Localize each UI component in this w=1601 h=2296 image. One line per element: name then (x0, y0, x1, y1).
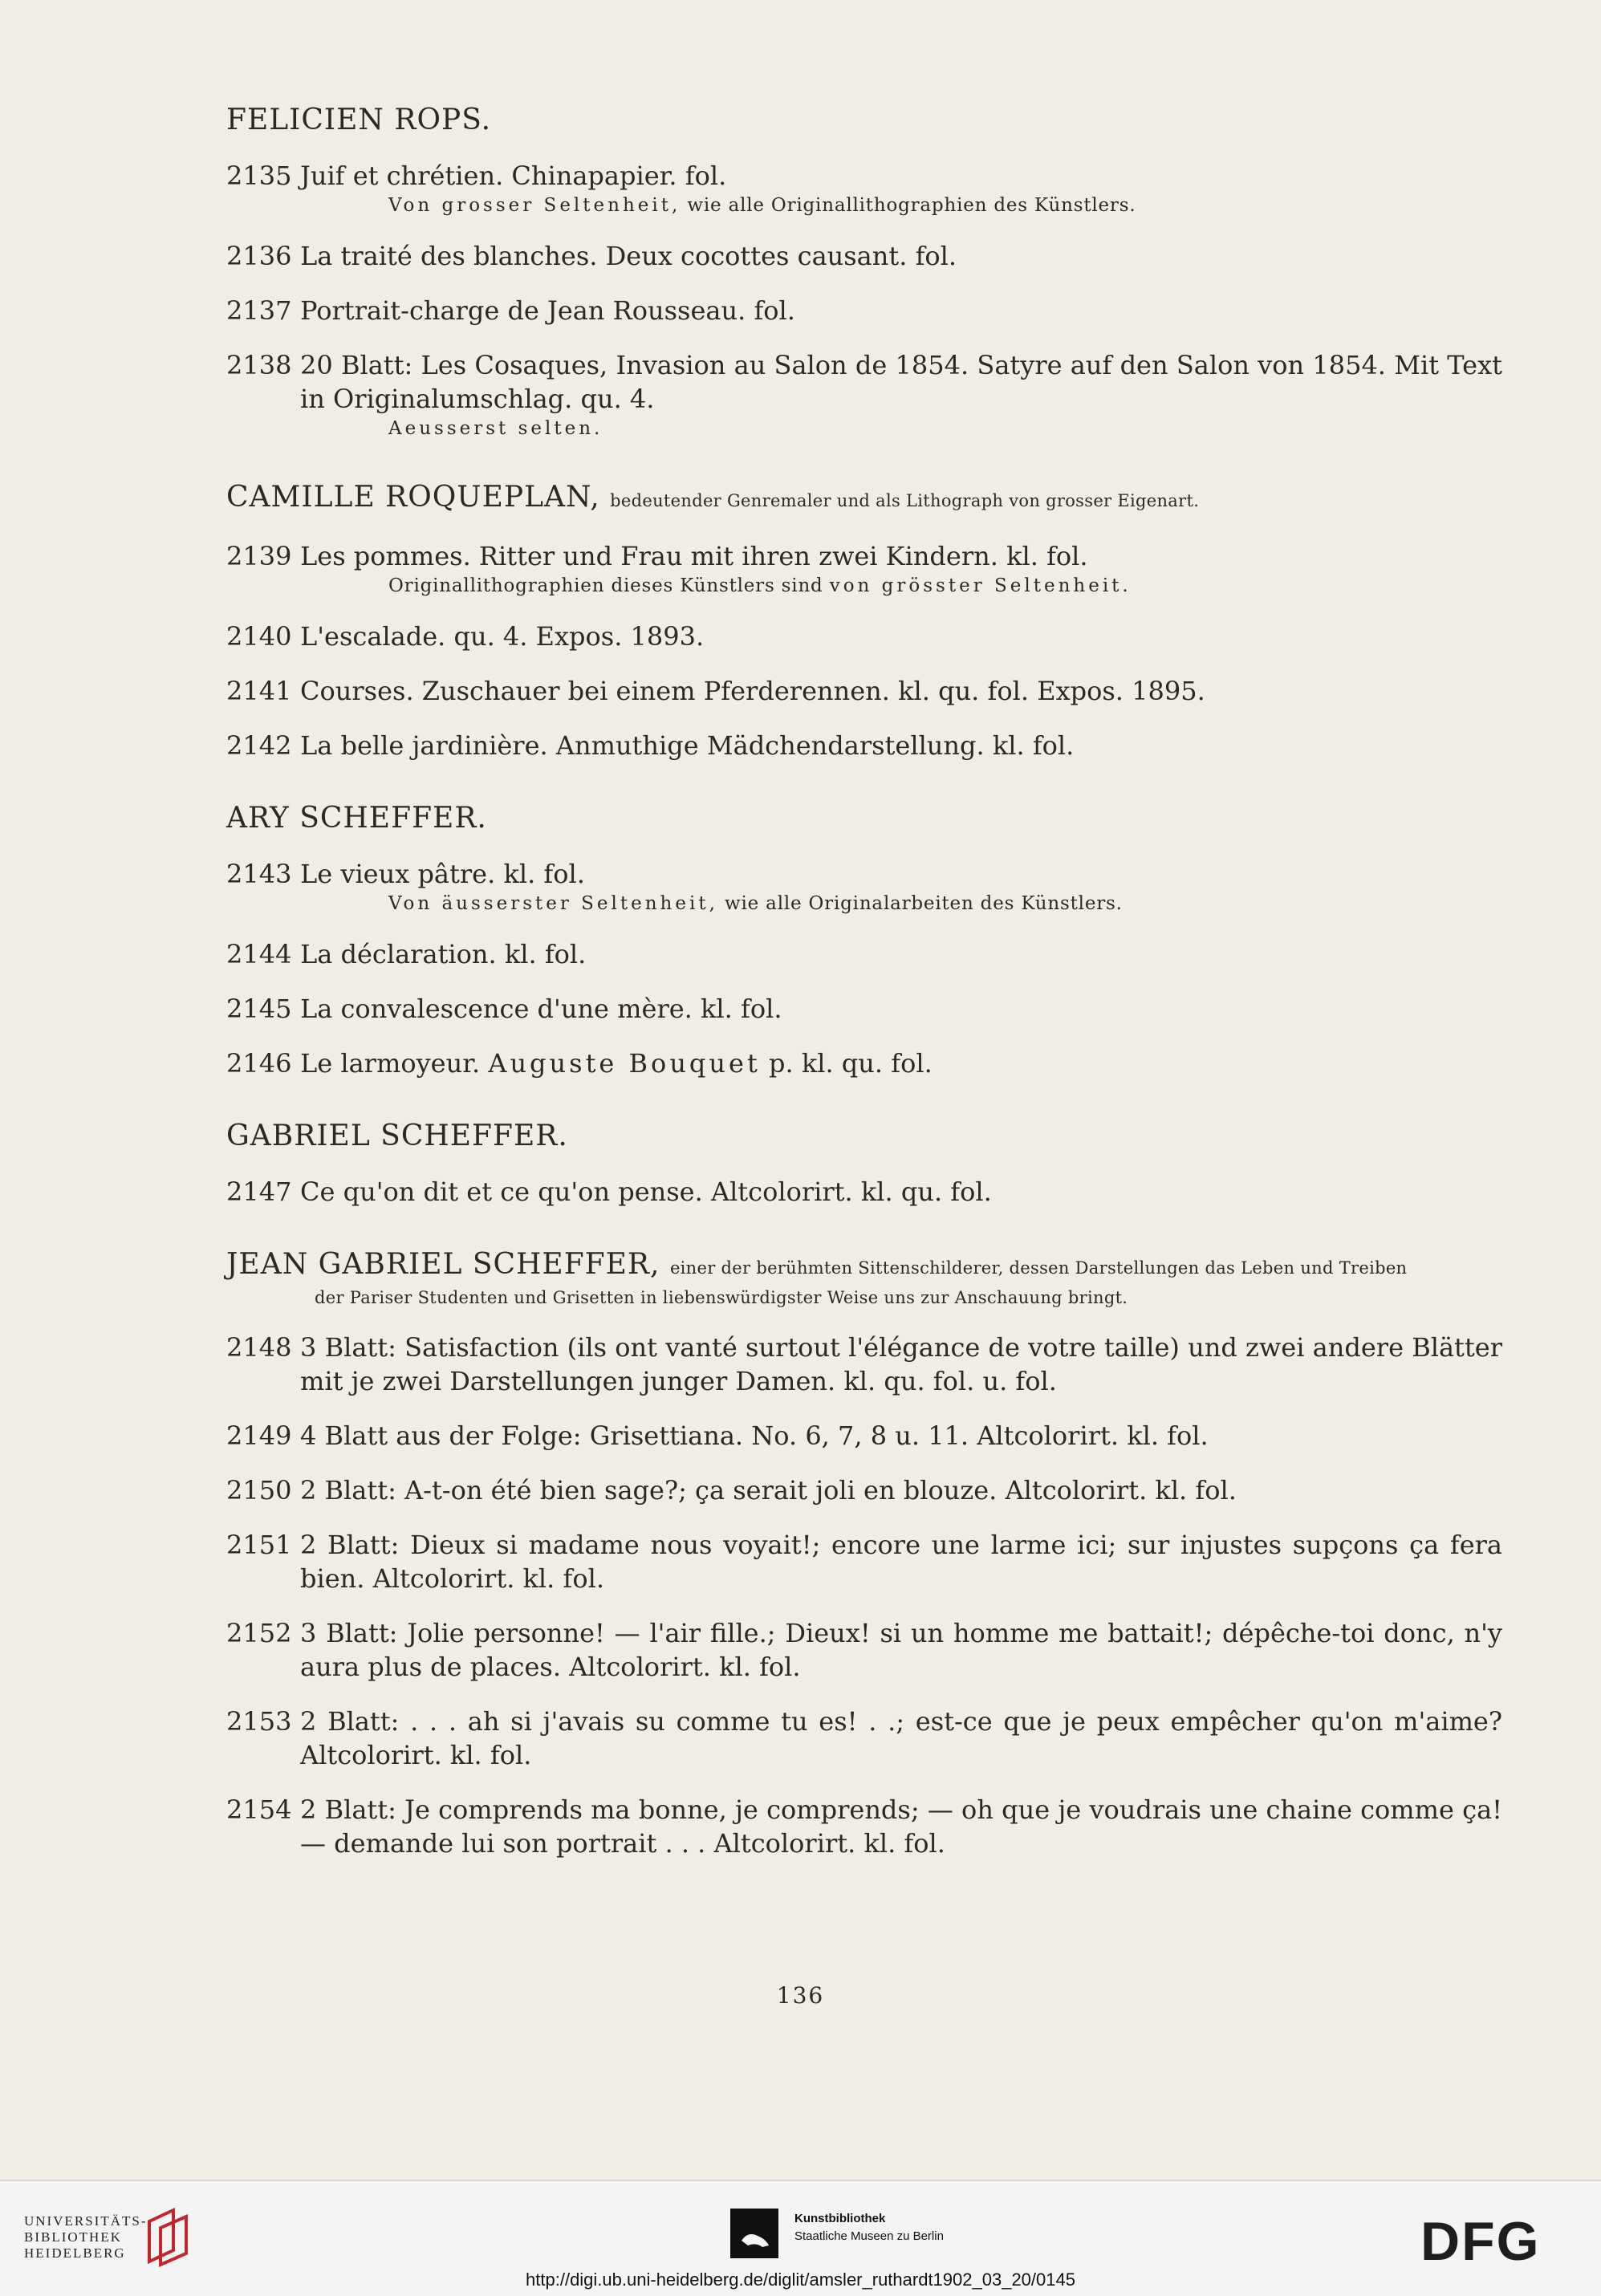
lot-number: 2144 (226, 939, 292, 969)
permalink-url[interactable]: http://digi.ub.uni-heidelberg.de/diglit/amsler_ruthardt1902_03_20/0145 (526, 2270, 1075, 2290)
lot-number: 2152 (226, 1618, 292, 1648)
lot-number: 2150 (226, 1475, 292, 1506)
lot-number: 2136 (226, 241, 292, 271)
artist-description-cont: der Pariser Studenten und Grisetten in liebenswürdigster Weise uns zur Anschauung bringt. (315, 1288, 1128, 1307)
dfg-logo[interactable]: DFG (1420, 2211, 1541, 2272)
lot-title: 2 Blatt: Dieux si madame nous voyait!; encore une larme ici; sur injustes supçons ça fera bien. Altcolorirt. kl. fol. (300, 1530, 1502, 1594)
lot-number: 2146 (226, 1048, 292, 1079)
lot-number: 2149 (226, 1420, 292, 1451)
catalog-entry (226, 1616, 1502, 1684)
lot-number: 2141 (226, 676, 292, 706)
lot-title: 3 Blatt: Jolie personne! — l'air fille.; Dieux! si un homme me battait!; dépêche-toi donc, n'y aura plus de places. Altcolorirt. kl. fol. (300, 1618, 1502, 1682)
lot-title: 20 Blatt: Les Cosaques, Invasion au Salon de 1854. Satyre auf den Salon von 1854. Mit Text in Originalumschlag. qu. 4. (300, 350, 1502, 414)
lot-number: 2145 (226, 994, 292, 1024)
lot-title: Le larmoyeur. Auguste Bouquet p. kl. qu. fol. (300, 1048, 933, 1079)
lot-note: Von äusserster Seltenheit, wie alle Originalarbeiten des Künstlers. (388, 893, 1123, 914)
catalog-entry (226, 729, 1502, 762)
lot-title: 2 Blatt: . . . ah si j'avais su comme tu es! . .; est-ce que je peux empêcher qu'on m'aime? Altcolorirt. kl. fol. (300, 1706, 1502, 1770)
catalog-entry (226, 348, 1502, 441)
lot-note: Originallithographien dieses Künstlers sind von grösster Seltenheit. (388, 575, 1132, 596)
lot-title: Le vieux pâtre. kl. fol. (300, 859, 585, 889)
artist-heading: JEAN GABRIEL SCHEFFER, einer der berühmten Sittenschilderer, dessen Darstellungen das Leben und Treiben der Pariser Studenten und Grisetten in liebenswürdigster Weise uns zur Anschauung bringt. (226, 1247, 1502, 1310)
catalog-entry (226, 239, 1502, 273)
artist-heading: GABRIEL SCHEFFER. (226, 1120, 568, 1152)
page-number: 136 (776, 1982, 825, 2009)
lot-number: 2148 (226, 1332, 292, 1363)
lot-number: 2154 (226, 1794, 292, 1825)
lot-number: 2138 (226, 350, 292, 380)
lot-title: Ce qu'on dit et ce qu'on pense. Altcolorirt. kl. qu. fol. (300, 1176, 992, 1207)
catalog-entry (226, 294, 1502, 327)
catalog-entry (226, 674, 1502, 708)
lot-title: 2 Blatt: A-t-on été bien sage?; ça serait joli en blouze. Altcolorirt. kl. fol. (300, 1475, 1237, 1506)
lot-number: 2143 (226, 859, 292, 889)
catalog-entry (226, 1331, 1502, 1398)
lot-note: Von grosser Seltenheit, wie alle Originallithographien des Künstlers. (388, 195, 1136, 216)
kunstbibliothek-logo-icon[interactable] (730, 2209, 778, 2258)
lot-note: Aeusserst selten. (388, 418, 603, 439)
catalog-entry (226, 1046, 1502, 1080)
lot-title: Les pommes. Ritter und Frau mit ihren zwei Kindern. kl. fol. (300, 541, 1088, 571)
lot-number: 2140 (226, 621, 292, 652)
lot-title: Portrait-charge de Jean Rousseau. fol. (300, 295, 795, 326)
artist-heading: CAMILLE ROQUEPLAN, bedeutender Genremaler und als Lithograph von grosser Eigenart. (226, 481, 1200, 514)
lot-number: 2151 (226, 1530, 292, 1560)
viewer-footer (0, 2180, 1601, 2296)
catalog-entry (226, 1528, 1502, 1595)
university-library-logo-text[interactable]: UNIVERSITÄTS- BIBLIOTHEK HEIDELBERG (24, 2213, 148, 2261)
lot-title: 4 Blatt aus der Folge: Grisettiana. No. 6, 7, 8 u. 11. Altcolorirt. kl. fol. (300, 1420, 1209, 1451)
catalog-entry (226, 937, 1502, 971)
catalog-entry (226, 1793, 1502, 1860)
catalog-entry (226, 1175, 1502, 1209)
catalog-entry (226, 539, 1502, 599)
lot-title: L'escalade. qu. 4. Expos. 1893. (300, 621, 705, 652)
catalog-entry (226, 159, 1502, 218)
lot-title: 3 Blatt: Satisfaction (ils ont vanté surtout l'élégance de votre taille) und zwei andere Blätter mit je zwei Darstellungen junger Damen. kl. qu. fol. u. fol. (300, 1332, 1502, 1396)
catalog-entry (226, 992, 1502, 1026)
lot-number: 2135 (226, 161, 292, 191)
artist-heading: ARY SCHEFFER. (226, 802, 487, 835)
lot-title: Juif et chrétien. Chinapapier. fol. (300, 161, 727, 191)
university-library-logo-icon[interactable] (141, 2205, 197, 2270)
artist-description: einer der berühmten Sittenschilderer, dessen Darstellungen das Leben und Treiben (669, 1258, 1408, 1278)
lot-title: La traité des blanches. Deux cocottes causant. fol. (300, 241, 957, 271)
artist-description: bedeutender Genremaler und als Lithograph von grosser Eigenart. (610, 491, 1200, 510)
lot-number: 2147 (226, 1176, 292, 1207)
lot-number: 2153 (226, 1706, 292, 1737)
lot-title: La convalescence d'une mère. kl. fol. (300, 994, 782, 1024)
catalog-entry (226, 1705, 1502, 1772)
catalog-entry (226, 620, 1502, 653)
catalog-entry (226, 1419, 1502, 1453)
lot-title: La déclaration. kl. fol. (300, 939, 587, 969)
lot-number: 2139 (226, 541, 292, 571)
lot-number: 2137 (226, 295, 292, 326)
catalog-entry (226, 1473, 1502, 1507)
catalog-content (226, 103, 1502, 1881)
artist-heading: FELICIEN ROPS. (226, 104, 492, 136)
lot-number: 2142 (226, 730, 292, 761)
kunstbibliothek-text[interactable]: Kunstbibliothek Staatliche Museen zu Berlin (794, 2212, 944, 2243)
lot-title: Courses. Zuschauer bei einem Pferderennen. kl. qu. fol. Expos. 1895. (300, 676, 1205, 706)
lot-title: 2 Blatt: Je comprends ma bonne, je comprends; — oh que je voudrais une chaine comme ça! — demande lui son portrait . . . Altcolorirt. kl. fol. (300, 1794, 1502, 1859)
lot-title: La belle jardinière. Anmuthige Mädchendarstellung. kl. fol. (300, 730, 1075, 761)
catalog-entry (226, 857, 1502, 916)
